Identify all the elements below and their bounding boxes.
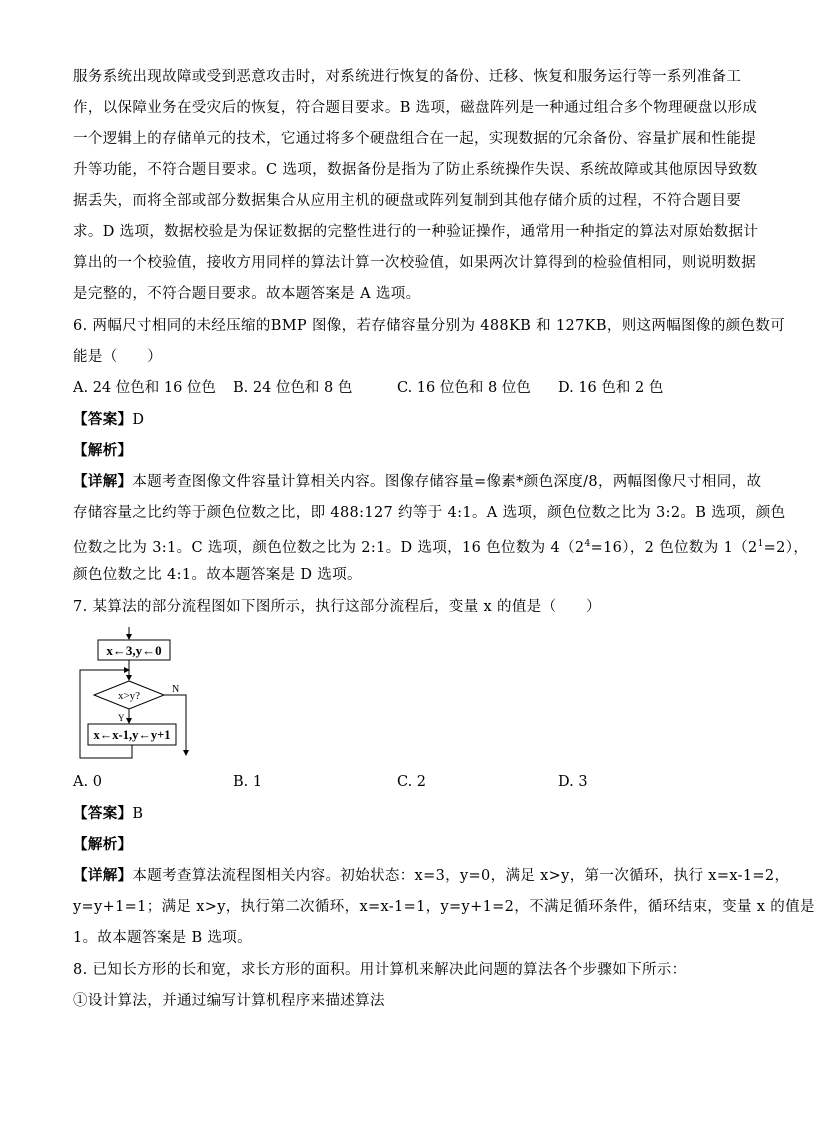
paragraph-line: 服务系统出现故障或受到恶意攻击时，对系统进行恢复的备份、迁移、恢复和服务运行等一系列准备工 (73, 69, 742, 85)
loop-body-label: x←x-1,y←y+1 (93, 728, 171, 742)
paragraph-line: 升等功能，不符合题目要求。C 选项，数据备份是指为了防止系统操作失误、系统故障或其他原因导致数 (73, 162, 758, 178)
detail-line (73, 534, 808, 558)
detail-text: =16），2 色位数为 1（2 (590, 539, 758, 556)
decision-label: x>y? (117, 690, 141, 702)
detail-text: =2）， (763, 539, 809, 556)
answer-value: B (132, 806, 144, 822)
detail-line: 颜色位数之比 4:1。故本题答案是 D 选项。 (73, 567, 362, 583)
detail-text: 位数之比为 3:1。C 选项，颜色位数之比为 2:1。D 选项，16 色位数为 4（2 (73, 539, 585, 556)
flowchart (76, 627, 198, 760)
analysis-tag: 【解析】 (73, 442, 133, 459)
question-8-stem: 8. 已知长方形的长和宽，求长方形的面积。用计算机来解决此问题的算法各个步骤如下所示： (73, 962, 687, 978)
paragraph-line: 据丢失，而将全部或部分数据集合从应用主机的硬盘或阵列复制到其他存储介质的过程，不符合题目要 (73, 193, 742, 209)
option-d: D. 3 (558, 774, 588, 790)
answer-line (73, 804, 143, 824)
option-a: A. 0 (73, 774, 102, 790)
no-label: N (172, 684, 180, 695)
detail-tag: 【详解】 (73, 473, 133, 490)
analysis-line (73, 441, 132, 461)
answer-line (73, 410, 144, 430)
detail-line: 1。故本题答案是 B 选项。 (73, 930, 252, 946)
option-b: B. 24 位色和 8 色 (233, 380, 353, 396)
superscript: 4 (584, 539, 591, 549)
question-6-stem: 能是（ ） (73, 349, 163, 365)
option-c: C. 2 (397, 774, 427, 790)
analysis-tag: 【解析】 (73, 836, 133, 853)
paragraph-line: 一个逻辑上的存储单元的技术，它通过将多个硬盘组合在一起，实现数据的冗余备份、容量扩展和性能提 (73, 131, 757, 147)
detail-line (73, 866, 789, 886)
detail-text: 本题考查算法流程图相关内容。初始状态：x=3，y=0，满足 x>y，第一次循环，执行 x=x-1=2， (132, 868, 790, 884)
option-b: B. 1 (233, 774, 263, 790)
detail-line: 存储容量之比约等于颜色位数之比，即 488:127 约等于 4:1。A 选项，颜色位数之比为 3:2。B 选项，颜色 (73, 505, 786, 521)
superscript: 1 (757, 539, 764, 549)
analysis-line (73, 835, 132, 855)
detail-line (73, 472, 761, 492)
detail-line: y=y+1=1；满足 x>y，执行第二次循环，x=x-1=1，y=y+1=2，不满足循环条件，循环结束，变量 x 的值是 (73, 899, 815, 915)
detail-tag: 【详解】 (73, 867, 133, 884)
step-line: ①设计算法，并通过编写计算机程序来描述算法 (73, 993, 385, 1009)
option-a: A. 24 位色和 16 位色 (73, 380, 216, 396)
paragraph-line: 求。D 选项，数据校验是为保证数据的完整性进行的一种验证操作，通常用一种指定的算法对原始数据计 (73, 224, 759, 240)
paragraph-line: 算出的一个校验值，接收方用同样的算法计算一次校验值，如果两次计算得到的检验值相同，则说明数据 (73, 255, 757, 271)
detail-text: 本题考查图像文件容量计算相关内容。图像存储容量=像素*颜色深度/8，两幅图像尺寸相同，故 (132, 474, 762, 490)
question-7-stem: 7. 某算法的部分流程图如下图所示，执行这部分流程后，变量 x 的值是（ ） (73, 599, 601, 615)
answer-tag: 【答案】 (73, 411, 133, 428)
answer-tag: 【答案】 (73, 805, 133, 822)
paragraph-line: 是完整的，不符合题目要求。故本题答案是 A 选项。 (73, 286, 421, 302)
yes-label: Y (118, 713, 125, 723)
answer-value: D (132, 412, 145, 428)
paragraph-line: 作，以保障业务在受灾后的恢复，符合题目要求。B 选项，磁盘阵列是一种通过组合多个物理硬盘以形成 (73, 100, 758, 116)
init-label: x←3,y←0 (106, 643, 162, 658)
option-c: C. 16 位色和 8 位色 (397, 380, 531, 396)
question-6-stem: 6. 两幅尺寸相同的未经压缩的BMP 图像，若存储容量分别为 488KB 和 127KB，则这两幅图像的颜色数可 (73, 318, 786, 334)
option-d: D. 16 色和 2 色 (558, 380, 664, 396)
